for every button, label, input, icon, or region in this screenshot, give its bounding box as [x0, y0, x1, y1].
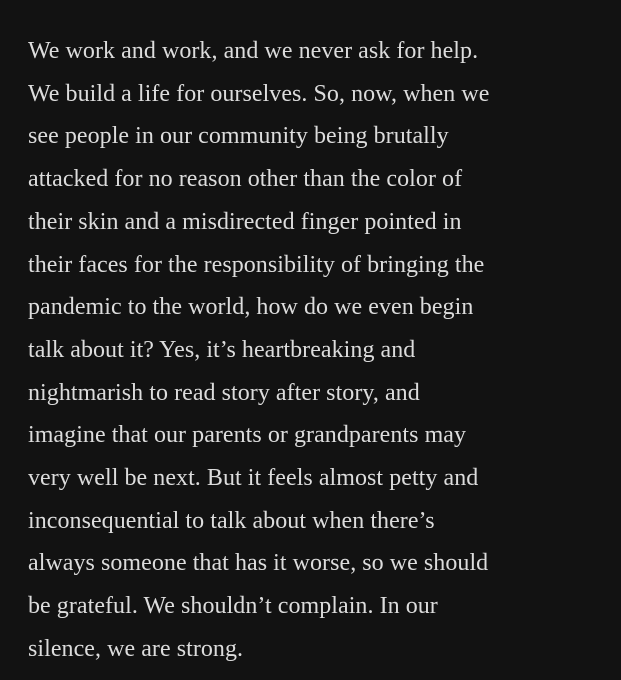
passage-line-4: attacked for no reason other than the color of	[28, 166, 463, 193]
passage-line-11: very well be next. But it feels almost petty and	[28, 465, 479, 492]
passage-line-15: silence, we are strong.	[28, 635, 244, 662]
passage-line-13: always someone that has it worse, so we should	[28, 550, 489, 577]
passage-line-2: We build a life for ourselves. So, now, when we	[28, 80, 490, 107]
passage-line-6: their faces for the responsibility of bringing the	[28, 251, 485, 278]
passage-line-8: talk about it? Yes, it’s heartbreaking and	[28, 336, 416, 363]
passage-line-3: see people in our community being brutally	[28, 123, 449, 150]
passage-line-9: nightmarish to read story after story, and	[28, 379, 420, 406]
passage-line-12: inconsequential to talk about when there’s	[28, 507, 435, 534]
passage-line-14: be grateful. We shouldn’t complain. In our	[28, 593, 438, 620]
passage-line-1: We work and work, and we never ask for help.	[28, 38, 479, 64]
passage-line-5: their skin and a misdirected finger pointed in	[28, 208, 462, 235]
passage-text	[28, 30, 489, 671]
passage-line-10: imagine that our parents or grandparents may	[28, 422, 467, 449]
passage-line-7: pandemic to the world, how do we even begin	[28, 294, 474, 321]
